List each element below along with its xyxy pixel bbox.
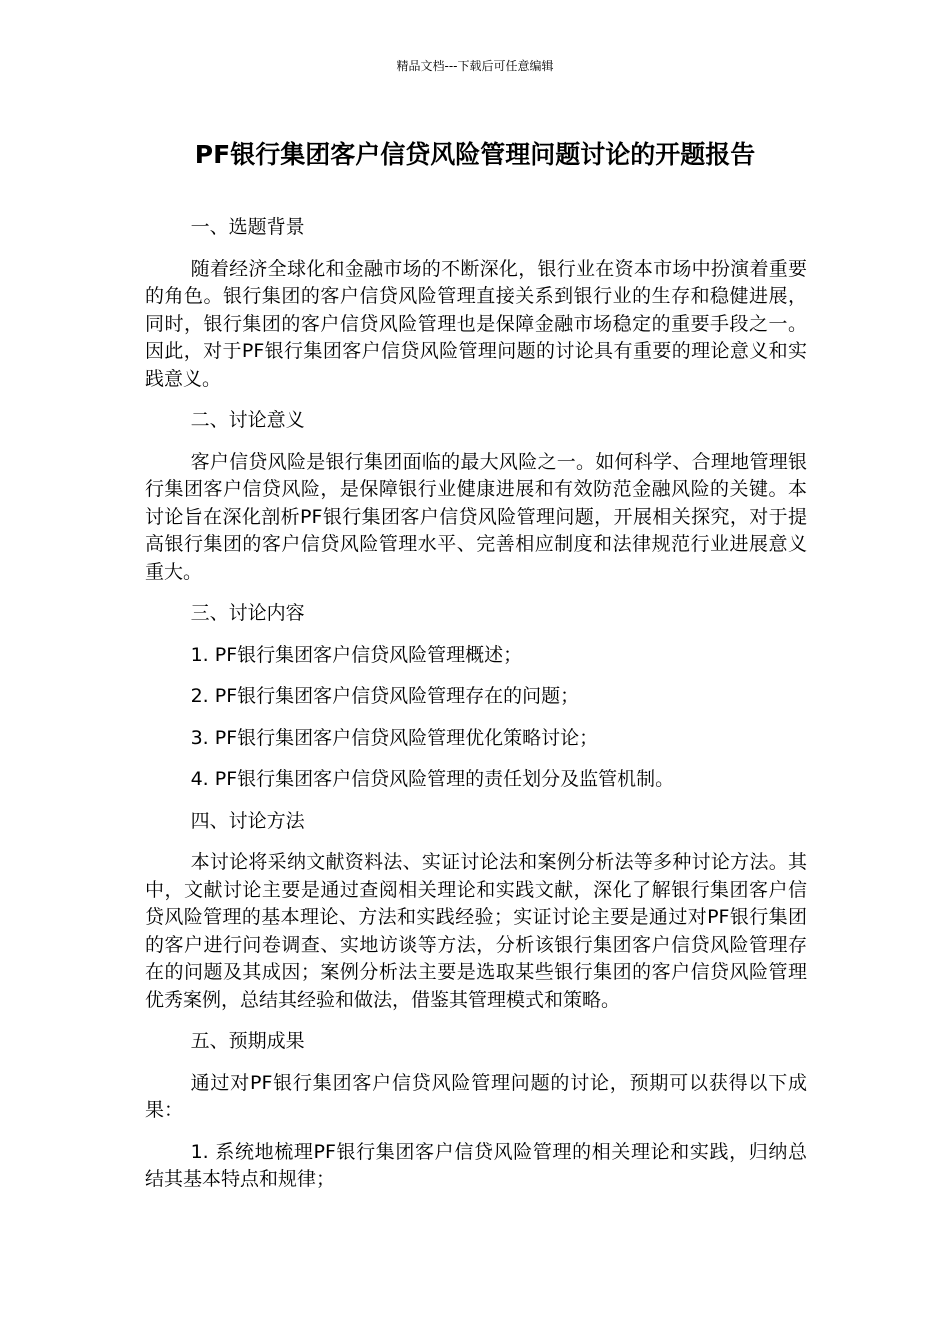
document-body [145, 214, 807, 1208]
list-item: 1. PF银行集团客户信贷风险管理概述； [190, 643, 523, 666]
list-item: 3. PF银行集团客户信贷风险管理优化策略讨论； [190, 726, 599, 749]
section-heading-content: 三、讨论内容 [190, 602, 305, 624]
paragraph-background: 随着经济全球化和金融市场的不断深化，银行业在资本市场中扮演着重要的角色。银行集团的客户信贷风险管理直接关系到银行业的生存和稳健进展，同时，银行集团的客户信贷风险管理也是保障金融市场稳定的重要手段之一。因此，对于PF银行集团客户信贷风险管理问题的讨论具有重要的理论意义和实践意义。 [145, 257, 807, 390]
paragraph-methods: 本讨论将采纳文献资料法、实证讨论法和案例分析法等多种讨论方法。其中，文献讨论主要是通过查阅相关理论和实践文献，深化了解银行集团客户信贷风险管理的基本理论、方法和实践经验；实证讨论主要是通过对PF银行集团的客户进行问卷调查、实地访谈等方法，分析该银行集团客户信贷风险管理存在的问题及其成因；案例分析法主要是选取某些银行集团的客户信贷风险管理优秀案例，总结其经验和做法，借鉴其管理模式和策略。 [145, 851, 807, 1011]
section-heading-methods: 四、讨论方法 [190, 809, 305, 832]
section-heading-background: 一、选题背景 [190, 216, 305, 238]
paragraph-significance: 客户信贷风险是银行集团面临的最大风险之一。如何科学、合理地管理银行集团客户信贷风险，是保障银行业健康进展和有效防范金融风险的关键。本讨论旨在深化剖析PF银行集团客户信贷风险管理问题，开展相关探究，对于提高银行集团的客户信贷风险管理水平、完善相应制度和法律规范行业进展意义重大。 [145, 450, 807, 583]
list-item: 4. PF银行集团客户信贷风险管理的责任划分及监管机制。 [190, 768, 675, 790]
document-title: PF银行集团客户信贷风险管理问题讨论的开题报告 [194, 140, 756, 169]
list-item: 1. 系统地梳理PF银行集团客户信贷风险管理的相关理论和实践，归纳总结其基本特点和规律； [145, 1140, 807, 1190]
list-item: 2. PF银行集团客户信贷风险管理存在的问题； [190, 685, 580, 707]
section-heading-significance: 二、讨论意义 [190, 409, 305, 431]
paragraph-outcomes: 通过对PF银行集团客户信贷风险管理问题的讨论，预期可以获得以下成果： [145, 1071, 807, 1121]
header-note: 精品文档---下载后可任意编辑 [396, 59, 554, 73]
section-heading-outcomes: 五、预期成果 [190, 1030, 305, 1052]
